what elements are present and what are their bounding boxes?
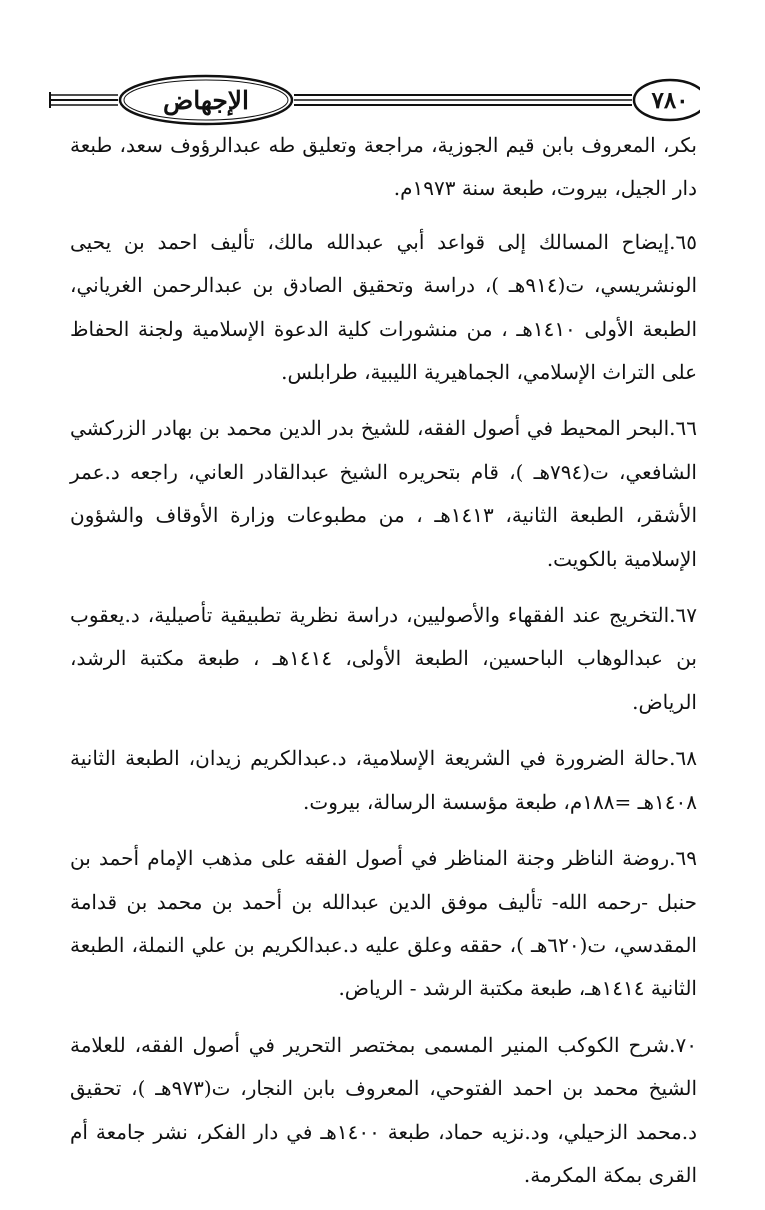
running-header: [48, 72, 700, 130]
bibliography-entry: ٦٩.روضة الناظر وجنة المناظر في أصول الفقه على مذهب الإمام أحمد بن حنبل -رحمه الله- تأليف موفق الدين عبدالله بن أحمد بن محمد بن قدامة المقدسي، ت(٦٢٠هـ )، حققه وعلق عليه د.عبدالكريم بن علي النملة، الطبعة الثانية ١٤١٤هـ، طبعة مكتبة الرشد - الرياض.: [70, 846, 697, 1001]
bibliography-entry: بكر، المعروف بابن قيم الجوزية، مراجعة وتعليق طه عبدالرؤوف سعد، طبعة دار الجيل، بيروت، طبعة سنة ١٩٧٣م.: [70, 133, 697, 201]
bibliography-list: [70, 124, 697, 1210]
bibliography-entry: ٦٧.التخريج عند الفقهاء والأصوليين، دراسة نظرية تطبيقية تأصيلية، د.يعقوب بن عبدالوهاب الباحسين، الطبعة الأولى، ١٤١٤هـ ، طبعة مكتبة الرشد، الرياض.: [70, 603, 698, 714]
bibliography-entry: ٧٠.شرح الكوكب المنير المسمى بمختصر التحرير في أصول الفقه، للعلامة الشيخ محمد بن احمد الفتوحي، المعروف بابن النجار، ت(٩٧٣هـ )، تحقيق د.محمد الزحيلي، ود.نزيه حماد، طبعة ١٤٠٠هـ في دار الفكر، نشر جامعة أم القرى بمكة المكرمة.: [70, 1032, 697, 1187]
bibliography-entry: ٦٦.البحر المحيط في أصول الفقه، للشيخ بدر الدين محمد بن بهادر الزركشي الشافعي، ت(٧٩٤هـ )، قام بتحريره الشيخ عبدالقادر العاني، راجعه د.عمر الأشقر، الطبعة الثانية، ١٤١٣هـ ، من مطبوعات وزارة الأوقاف والشؤون الإسلامية بالكويت.: [70, 416, 697, 571]
page-number: ٧٨٠: [651, 86, 689, 114]
bibliography-entry: ٦٥.إيضاح المسالك إلى قواعد أبي عبدالله مالك، تأليف احمد بن يحيى الونشريسي، ت(٩١٤هـ )، دراسة وتحقيق الصادق بن عبدالرحمن الغرياني، الطبعة الأولى ١٤١٠هـ ، من منشورات كلية الدعوة الإسلامية ولجنة الحفاظ على التراث الإسلامي، الجماهيرية الليبية، طرابلس.: [70, 229, 698, 385]
book-title: الإجهاض: [162, 85, 250, 115]
bibliography-entry: ٦٨.حالة الضرورة في الشريعة الإسلامية، د.عبدالكريم زيدان، الطبعة الثانية ١٤٠٨هـ =١٨٨م، طبعة مؤسسة الرسالة، بيروت.: [70, 746, 697, 814]
